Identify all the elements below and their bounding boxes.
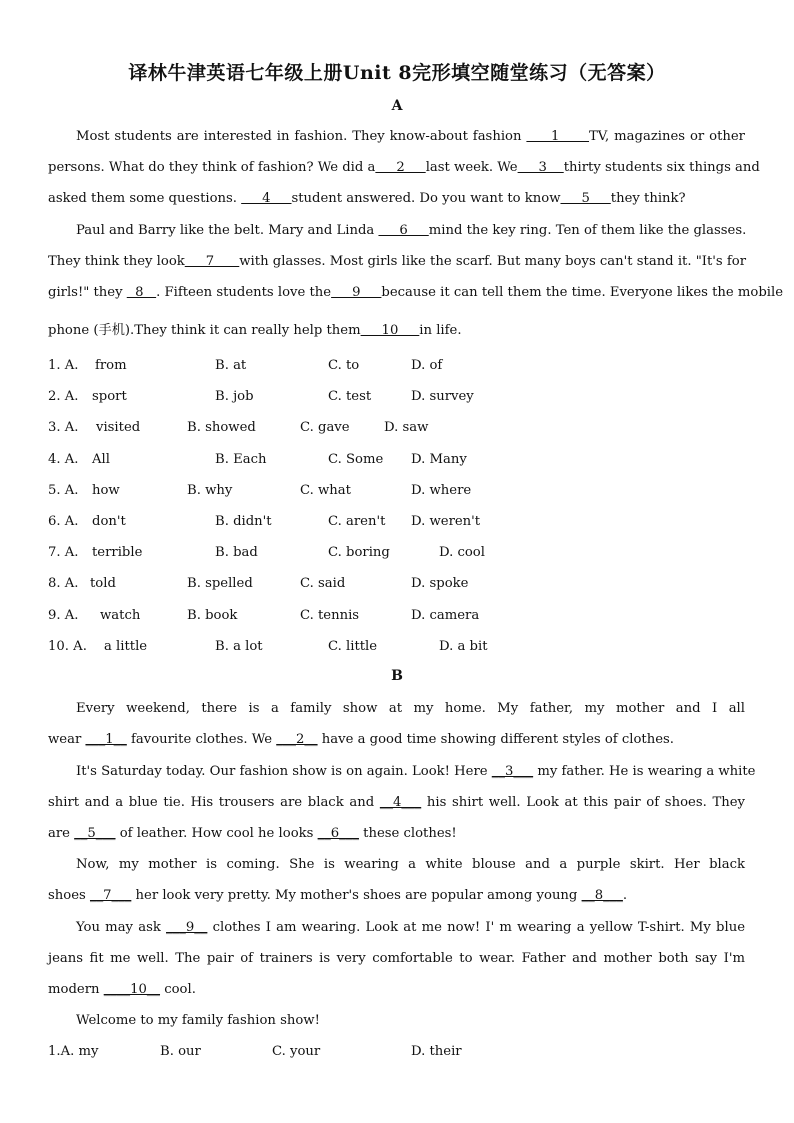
passage-b-line-10: modern ____10__ cool. xyxy=(48,982,196,997)
page-title: 译林牛津英语七年级上册Unit 8完形填空随堂练习（无答案） xyxy=(128,62,666,84)
blank-10: 10 xyxy=(360,323,420,338)
section-b-heading: B xyxy=(391,668,403,684)
blank-9: 9 xyxy=(331,285,382,300)
passage-b-line-4: shirt and a blue tie. His trousers are black and __4___ his shirt well. Look at this pair of shoes. They xyxy=(48,795,745,810)
passage-a-line-7: phone (手机).They think it can really help them 10 in life. xyxy=(48,323,462,338)
blank-b7: __7___ xyxy=(89,888,132,903)
passage-b-line-5: are __5___ of leather. How cool he looks __6___ these clothes! xyxy=(48,826,457,841)
blank-8: 8 xyxy=(126,285,157,300)
blank-b5: __5___ xyxy=(74,826,116,841)
passage-a-line-6: girls!" they 8 . Fifteen students love the 9 because it can tell them the time. Everyone likes the mobile xyxy=(48,285,784,300)
blank-7: 7 xyxy=(184,254,240,269)
blank-b2: ___2__ xyxy=(276,732,318,747)
passage-a-line-4: Paul and Barry like the belt. Mary and Linda 6 mind the key ring. Ten of them like the glasses. xyxy=(76,223,747,238)
blank-6: 6 xyxy=(378,223,429,238)
blank-b4: __4___ xyxy=(379,795,422,810)
passage-b-line-1: Every weekend, there is a family show at my home. My father, my mother and I all xyxy=(76,701,745,716)
blank-4: 4 xyxy=(241,191,292,206)
blank-b6: __6___ xyxy=(317,826,359,841)
blank-b3: __3___ xyxy=(491,764,534,779)
worksheet-page: 译林牛津英语七年级上册Unit 8完形填空随堂练习（无答案） A Most students are interested in fashion. They know-about fashion 1 TV, magazines or other persons. What do they think of fashion? We did a 2 last week. We 3 thirty students six things and asked them some questions. 4 student answered. Do you want to know 5 they think? Paul and Barry like the belt. Mary and Linda 6 mind the key ring. Ten of them like the glasses. They think they look 7 with glasses. Most girls like the scarf. But many boys can't stand it. "It's for girls!" they 8 . Fifteen students love the 9 because it can tell them the time. Everyone likes the mobile phone (手机).They think it can really help them 10 in life. 1. A. from B. at C. to D. of 2. A. sport B. job C. test D. survey 3. A. visited B. showed C. gave D. saw 4. A. All B. Each C. Some D. Many 5. A. how B. why C. what D. where 6. A. don't B. didn't C. aren't D. weren't 7. A. terrible B. bad C. boring D. cool 8. A. told B. spelled C. said D. spoke 9. A. watch B. book C. tennis D. camera 10. A. a little B. a lot C. little D. a bit B Every weekend, there is a family show at my home. My father, my mother and I all wear ___1__ favourite clothes. We ___2__ have a good time showing different styles of clothes. It's Saturday today. Our fashion show is on again. Look! Here __3___ my father. He is wearing a white shirt and a blue tie. His trousers are black and __4___ his shirt well. Look at this pair of shoes. They are __5___ of leather. How cool he looks __6___ these clothes! Now, my mother is coming. She is wearing a white blouse and a purple skirt. Her black shoes __7___ her look very pretty. My mother's shoes are popular among young __8___. You may ask ___9__ clothes I am wearing. Look at me now! I' m wearing a yellow T-shirt. My blue jeans fit me well. The pair of trainers is very comfortable to wear. Father and mother both say I'm modern ____10__ cool. Welcome to my family fashion show! 1.A. my B. our C. your D. their xyxy=(0,0,794,1123)
passage-b-line-6: Now, my mother is coming. She is wearing a white blouse and a purple skirt. Her black xyxy=(76,857,745,872)
blank-b1: ___1__ xyxy=(85,732,127,747)
blank-5: 5 xyxy=(560,191,611,206)
passage-a-line-2: persons. What do they think of fashion? We did a 2 last week. We 3 thirty students six things and xyxy=(48,160,760,175)
section-a-heading: A xyxy=(391,98,403,114)
passage-b-line-11: Welcome to my family fashion show! xyxy=(76,1013,320,1028)
passage-a-line-1: Most students are interested in fashion. They know-about fashion 1 TV, magazines or other xyxy=(76,129,745,144)
blank-b9: ___9__ xyxy=(166,920,208,935)
blank-1: 1 xyxy=(526,129,590,144)
blank-b8: __8___ xyxy=(581,888,623,903)
passage-b-line-7: shoes __7___ her look very pretty. My mother's shoes are popular among young __8___. xyxy=(48,888,628,903)
passage-b-line-2: wear ___1__ favourite clothes. We ___2__ have a good time showing different styles of clothes. xyxy=(48,732,674,747)
passage-a-line-3: asked them some questions. 4 student answered. Do you want to know 5 they think? xyxy=(48,191,686,206)
blank-2: 2 xyxy=(375,160,426,175)
passage-b-line-3: It's Saturday today. Our fashion show is on again. Look! Here __3___ my father. He is wearing a white xyxy=(76,764,756,779)
blank-b10: ____10__ xyxy=(103,982,161,997)
passage-a-line-5: They think they look 7 with glasses. Most girls like the scarf. But many boys can't stand it. "It's for xyxy=(48,254,747,269)
passage-b-line-9: jeans fit me well. The pair of trainers is very comfortable to wear. Father and mother both say I'm xyxy=(48,951,745,966)
blank-3: 3 xyxy=(517,160,564,175)
passage-b-line-8: You may ask ___9__ clothes I am wearing. Look at me now! I' m wearing a yellow T-shirt. My blue xyxy=(76,920,745,935)
